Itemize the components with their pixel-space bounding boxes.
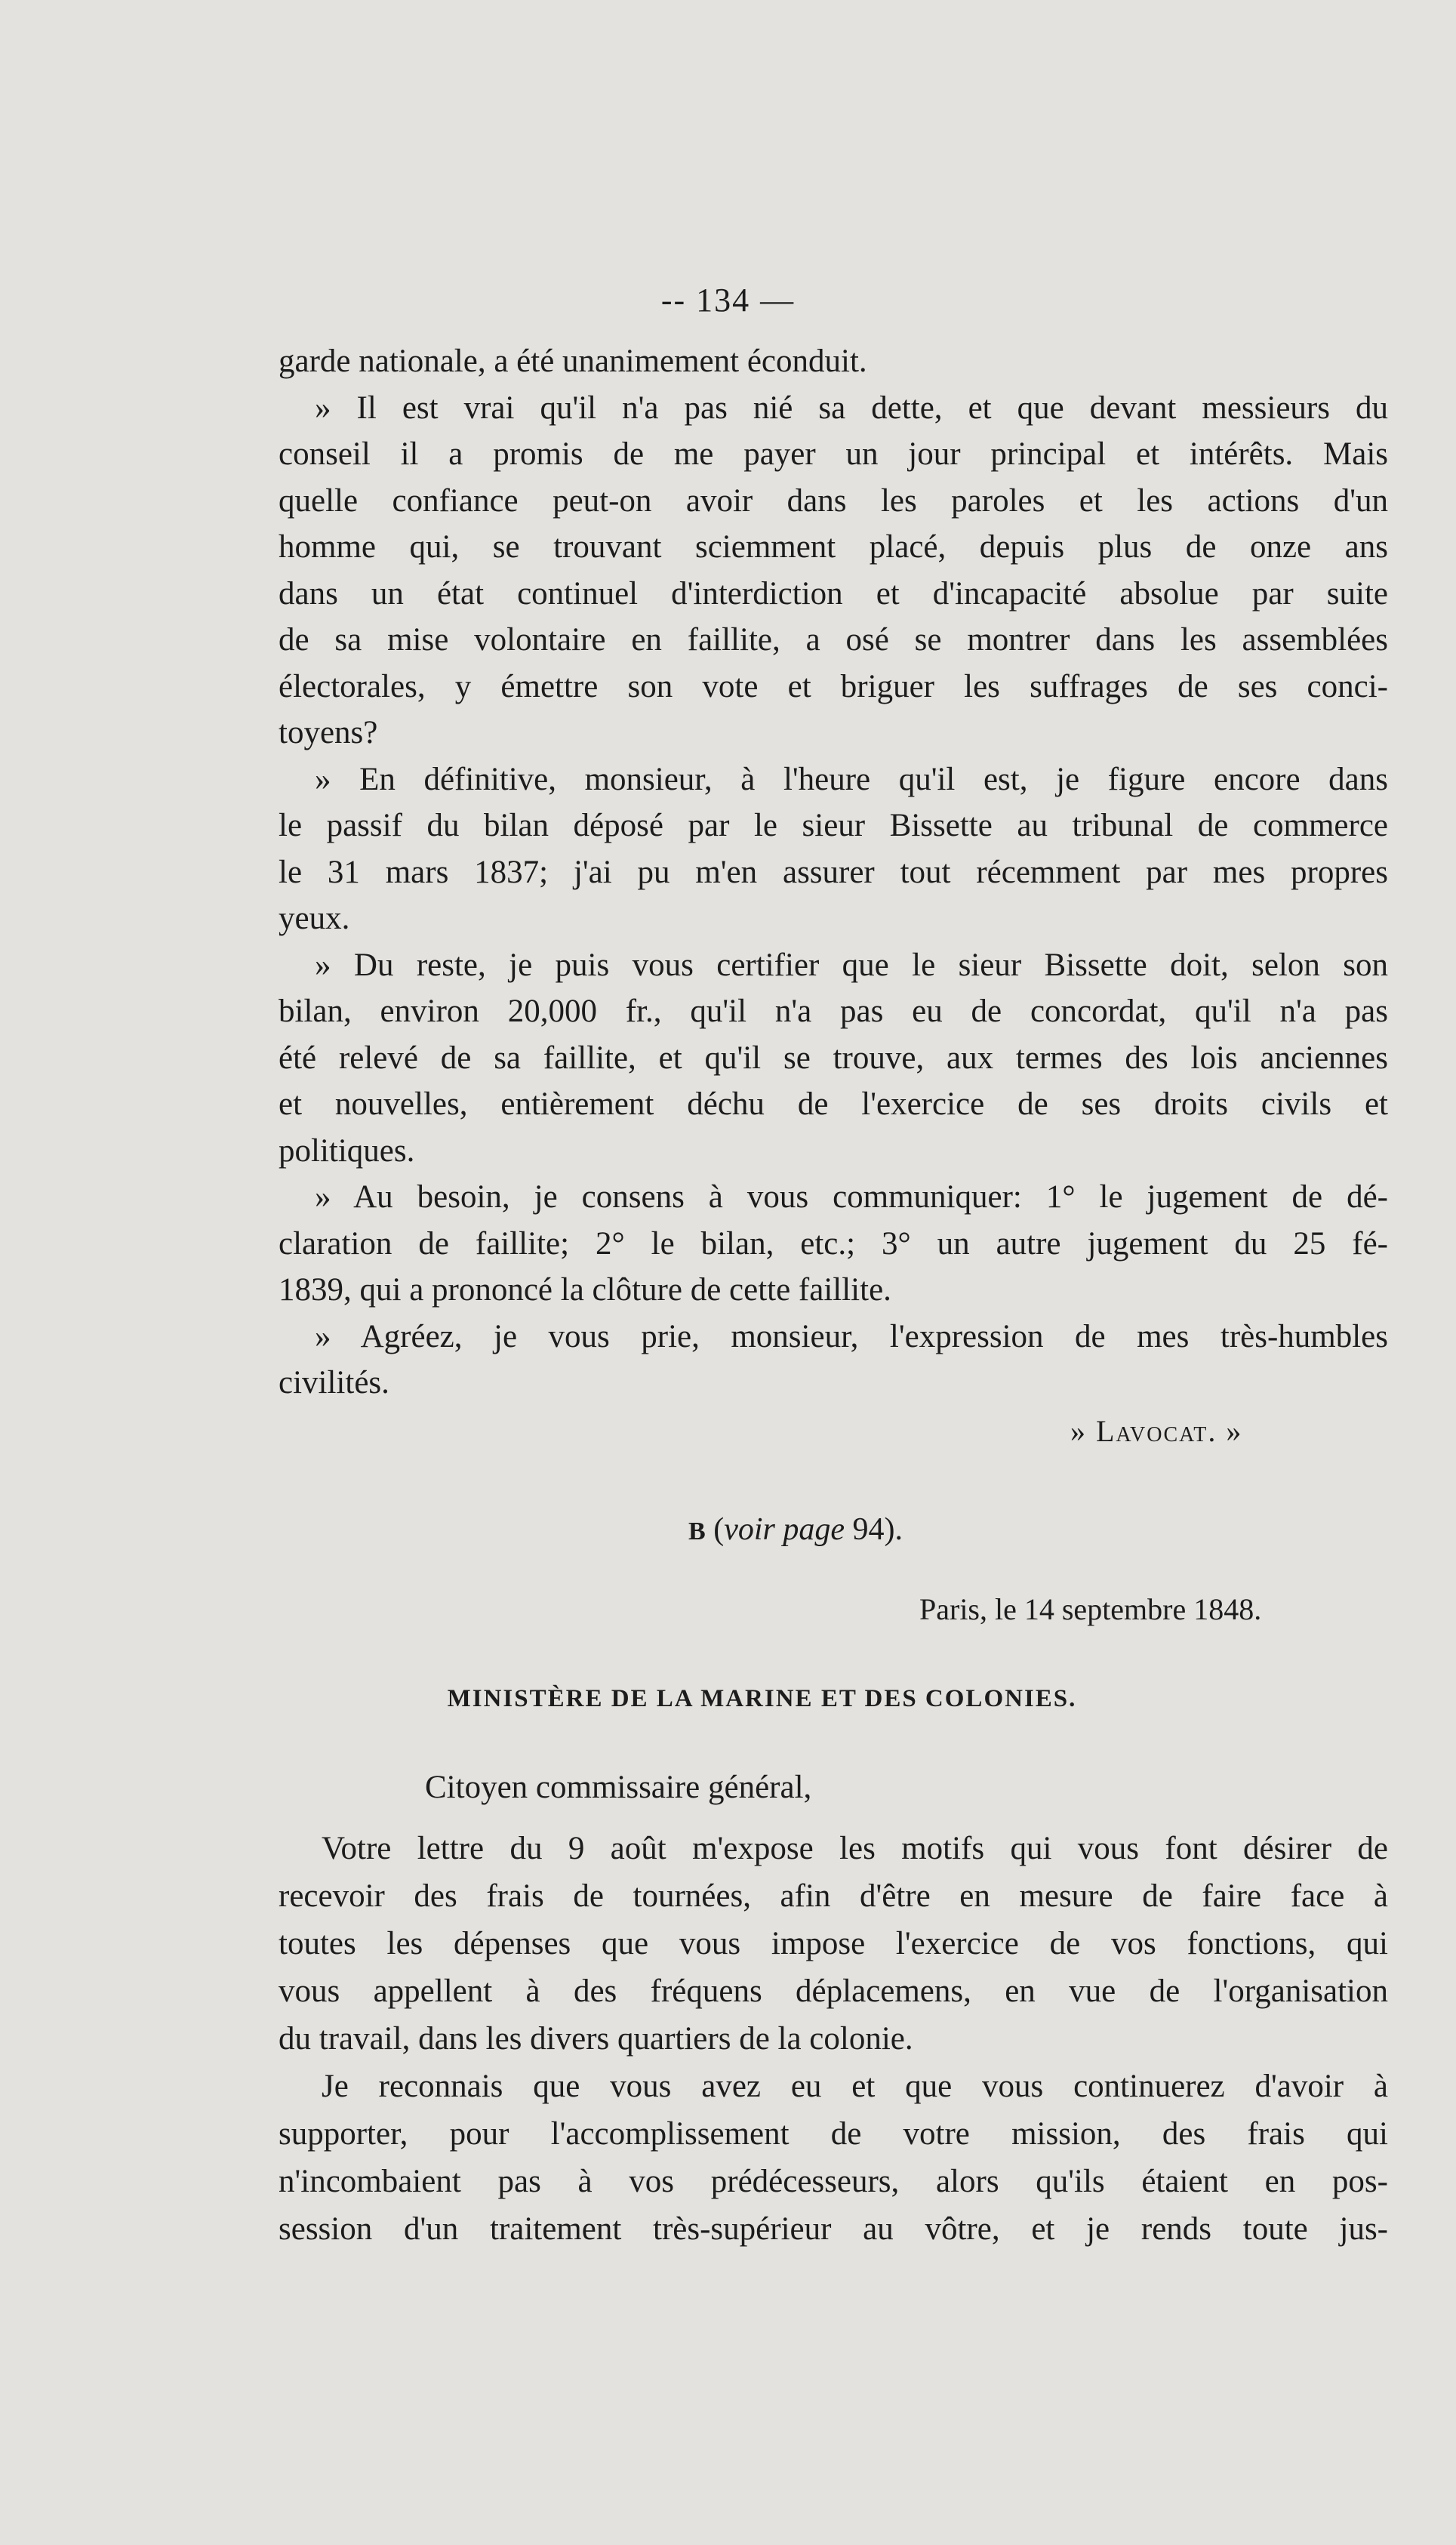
text-line: civilités. <box>279 1365 389 1400</box>
text-line: supporter, pour l'accomplissement de votre mission, des frais qui <box>279 2116 1388 2152</box>
appendix-paren-open: ( <box>705 1512 725 1547</box>
appendix-voir-page: voir page <box>724 1512 845 1547</box>
dateline: Paris, le 14 septembre 1848. <box>919 1592 1262 1626</box>
text-line: toutes les dépenses que vous impose l'exercice de vos fonctions, qui <box>279 1926 1388 1961</box>
text-line: électorales, y émettre son vote et briguer les suffrages de ses conci- <box>279 668 1388 704</box>
text-line: » Il est vrai qu'il n'a pas nié sa dette, et que devant messieurs du <box>315 390 1388 426</box>
text-line: claration de faillite; 2° le bilan, etc.; 3° un autre jugement du 25 fé- <box>279 1225 1388 1262</box>
text-line: garde nationale, a été unanimement éconduit. <box>279 344 867 379</box>
text-line: » En définitive, monsieur, à l'heure qu'il est, je figure encore dans <box>315 761 1388 797</box>
text-line: été relevé de sa faillite, et qu'il se trouve, aux termes des lois anciennes <box>279 1040 1388 1076</box>
text-line: du travail, dans les divers quartiers de la colonie. <box>279 2021 913 2057</box>
appendix-mark: B <box>688 1517 706 1545</box>
text-line: le passif du bilan déposé par le sieur Bissette au tribunal de commerce <box>279 808 1388 843</box>
text-line: politiques. <box>279 1132 415 1169</box>
text-line: 1839, qui a prononcé la clôture de cette faillite. <box>279 1272 891 1308</box>
text-line: de sa mise volontaire en faillite, a osé se montrer dans les assemblées <box>279 622 1388 658</box>
text-line: conseil il a promis de me payer un jour principal et intérêts. Mais <box>279 436 1388 472</box>
ministry-heading: MINISTÈRE DE LA MARINE ET DES COLONIES. <box>447 1685 1077 1712</box>
salutation: Citoyen commissaire général, <box>425 1770 812 1805</box>
page-number: -- 134 — <box>660 282 796 319</box>
text-line: n'incombaient pas à vos prédécesseurs, alors qu'ils étaient en pos- <box>279 2164 1388 2199</box>
text-line: » Agréez, je vous prie, monsieur, l'expression de mes très-humbles <box>315 1318 1388 1354</box>
letter-body <box>279 338 1388 1407</box>
text-line: Je reconnais que vous avez eu et que vous continuerez d'avoir à <box>322 2069 1388 2104</box>
signature: » Lavocat. » <box>1070 1414 1243 1448</box>
text-line: bilan, environ 20,000 fr., qu'il n'a pas eu de concordat, qu'il n'a pas <box>279 994 1388 1029</box>
text-line: yeux. <box>279 901 350 936</box>
ministry-letter-body <box>279 1825 1388 2253</box>
text-line: recevoir des frais de tournées, afin d'être en mesure de faire face à <box>279 1878 1388 1914</box>
appendix-page-close: 94). <box>844 1512 903 1547</box>
text-line: vous appellent à des fréquens déplacemens, en vue de l'organisation <box>279 1973 1388 2009</box>
text-line: toyens? <box>279 715 378 750</box>
text-line: le 31 mars 1837; j'ai pu m'en assurer tout récemment par mes propres <box>279 854 1388 890</box>
text-line: » Au besoin, je consens à vous communiquer: 1° le jugement de dé- <box>315 1179 1388 1215</box>
text-line: dans un état continuel d'interdiction et d'incapacité absolue par suite <box>279 575 1388 612</box>
text-line: » Du reste, je puis vous certifier que le sieur Bissette doit, selon son <box>315 947 1388 983</box>
text-line: homme qui, se trouvant sciemment placé, depuis plus de onze ans <box>279 529 1388 565</box>
appendix-reference <box>688 1511 903 1548</box>
text-line: Votre lettre du 9 août m'expose les motifs qui vous font désirer de <box>322 1831 1388 1866</box>
text-line: et nouvelles, entièrement déchu de l'exercice de ses droits civils et <box>279 1086 1388 1122</box>
text-line: quelle confiance peut-on avoir dans les paroles et les actions d'un <box>279 482 1388 519</box>
text-line: session d'un traitement très-supérieur au vôtre, et je rends toute jus- <box>279 2211 1388 2247</box>
